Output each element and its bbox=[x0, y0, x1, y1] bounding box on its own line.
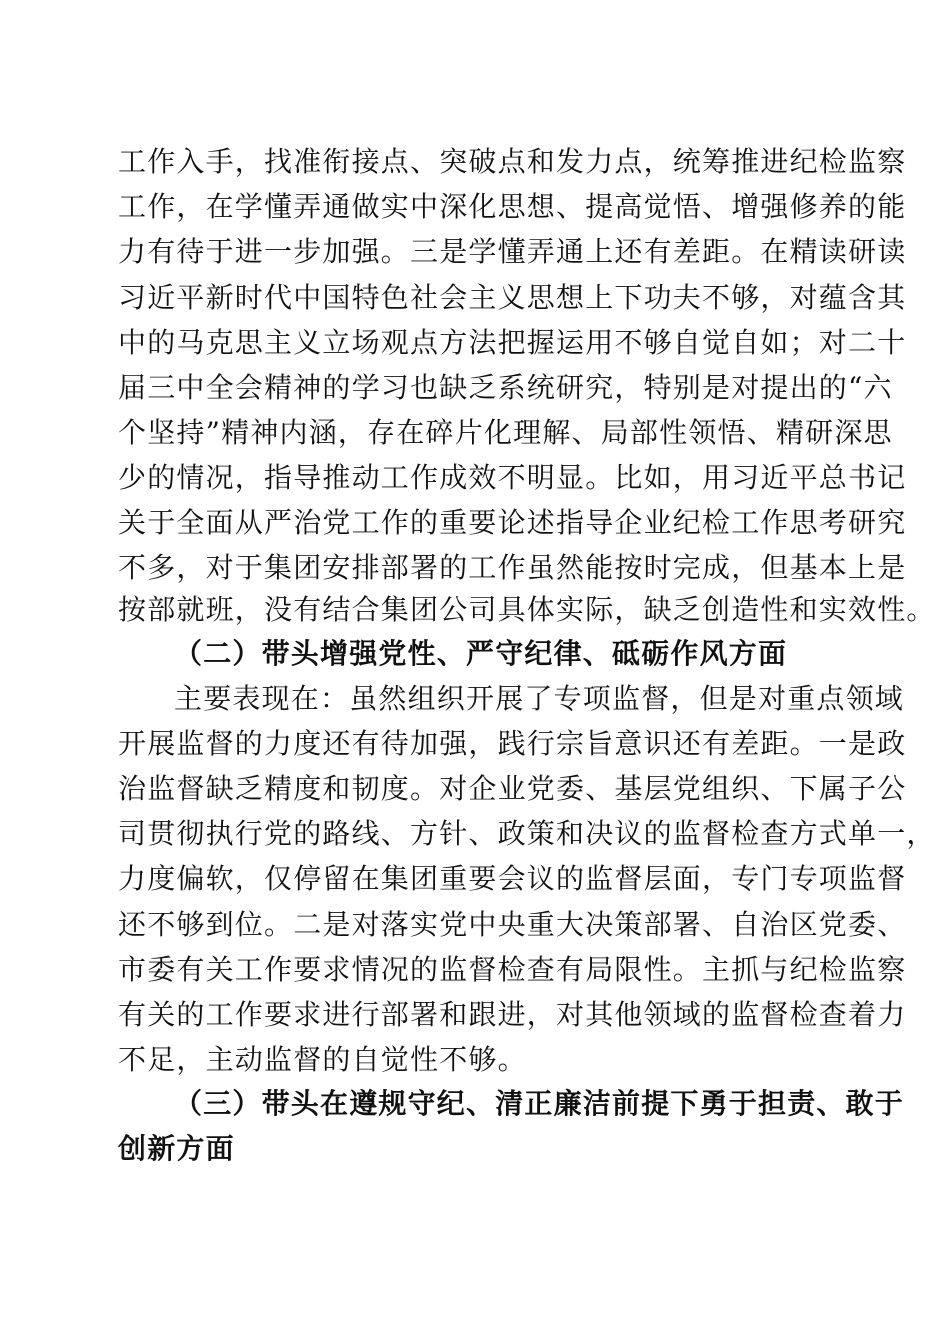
body-text-line: 中的马克思主义立场观点方法把握运用不够自觉自如；对二十 bbox=[118, 326, 907, 359]
body-text-line: 有关的工作要求进行部署和跟进，对其他领域的监督检查着力 bbox=[118, 998, 907, 1031]
body-text-line: 司贯彻执行党的路线、方针、政策和决议的监督检查方式单一， bbox=[118, 817, 936, 850]
body-text-line: 主要表现在：虽然组织开展了专项监督，但是对重点领域 bbox=[174, 682, 905, 715]
body-text-line: 不多，对于集团安排部署的工作虽然能按时完成，但基本上是 bbox=[118, 551, 907, 584]
body-text-line: 治监督缺乏精度和韧度。对企业党委、基层党组织、下属子公 bbox=[118, 772, 907, 805]
body-text-line: 届三中全会精神的学习也缺乏系统研究，特别是对提出的“六 bbox=[118, 371, 893, 404]
body-text-line: 个坚持”精神内涵，存在碎片化理解、局部性领悟、精研深思 bbox=[118, 416, 893, 449]
body-text-line: 工作入手，找准衔接点、突破点和发力点，统筹推进纪检监察 bbox=[118, 145, 907, 178]
section-heading: （三）带头在遵规守纪、清正廉洁前提下勇于担责、敢于 bbox=[174, 1087, 905, 1120]
body-text-line: 按部就班，没有结合集团公司具体实际，缺乏创造性和实效性。 bbox=[118, 593, 936, 626]
body-text-line: 习近平新时代中国特色社会主义思想上下功夫不够，对蕴含其 bbox=[118, 281, 907, 314]
body-text-line: 关于全面从严治党工作的重要论述指导企业纪检工作思考研究 bbox=[118, 506, 907, 539]
body-text-line: 开展监督的力度还有待加强，践行宗旨意识还有差距。一是政 bbox=[118, 727, 907, 760]
body-text-line: 不足，主动监督的自觉性不够。 bbox=[118, 1043, 527, 1076]
section-heading: 创新方面 bbox=[118, 1132, 235, 1165]
body-text-line: 力有待于进一步加强。三是学懂弄通上还有差距。在精读研读 bbox=[118, 235, 907, 268]
body-text-line: 少的情况，指导推动工作成效不明显。比如，用习近平总书记 bbox=[118, 461, 907, 494]
body-text-line: 还不够到位。二是对落实党中央重大决策部署、自治区党委、 bbox=[118, 908, 907, 941]
body-text-line: 工作，在学懂弄通做实中深化思想、提高觉悟、增强修养的能 bbox=[118, 190, 907, 223]
body-text-line: 力度偏软，仅停留在集团重要会议的监督层面，专门专项监督 bbox=[118, 862, 907, 895]
body-text-line: 市委有关工作要求情况的监督检查有局限性。主抓与纪检监察 bbox=[118, 953, 907, 986]
section-heading: （二）带头增强党性、严守纪律、砥砺作风方面 bbox=[174, 637, 788, 670]
